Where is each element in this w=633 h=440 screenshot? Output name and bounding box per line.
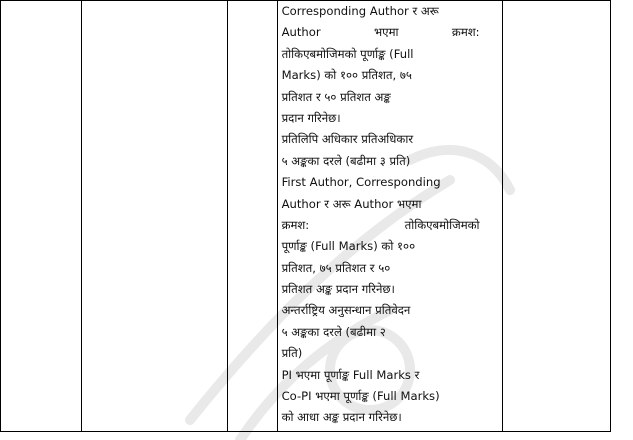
text-line-justified: Author भएमा क्रमश: (281, 25, 480, 40)
text-line: प्रतिशत अङ्क प्रदान गरिनेछ। (281, 282, 395, 297)
text-line: प्रतिशत र ५० प्रतिशत अङ्क (281, 89, 391, 104)
text-line: Author र अरू Author भएमा (281, 196, 422, 211)
table-cell-1 (1, 1, 82, 432)
table-cell-main (277, 1, 502, 432)
text-line: को आधा अङ्क प्रदान गरिनेछ। (281, 410, 402, 425)
bullet-item-copyright (282, 129, 480, 150)
table-cell-3 (228, 1, 277, 432)
text-line: अन्तर्राष्ट्रिय अनुसन्धान प्रतिवेदन (281, 303, 411, 318)
text-line: प्रदान गरिनेछ। (281, 110, 341, 125)
text-line: प्रति) (281, 346, 303, 361)
cell-text (282, 1, 480, 429)
text-line: ५ अङ्कका दरले (बढीमा ३ प्रति) (281, 153, 411, 168)
text-line: पूर्णाङ्क (Full Marks) को १०० (281, 239, 416, 254)
text-line: प्रतिशत, ७५ प्रतिशत र ५० (281, 260, 391, 275)
text-line: Corresponding Author र अरू (281, 4, 439, 18)
text-line: Marks) को १०० प्रतिशत, ७५ (281, 68, 412, 83)
text-line: PI भएमा पूर्णाङ्क Full Marks र (281, 367, 420, 382)
text-line: Co-PI भएमा पूर्णाङ्क (Full Marks) (281, 389, 440, 404)
text-line-justified: क्रमश: तोकिएबमोजिमको (281, 217, 480, 232)
text-line: तोकिएबमोजिमको पूर्णाङ्क (Full (281, 46, 414, 61)
table-cell-5 (502, 1, 610, 432)
text-line: ५ अङ्कका दरले (बढीमा २ (281, 324, 386, 339)
text-line: प्रतिलिपि अधिकार प्रतिअधिकार (281, 132, 414, 147)
table-cell-2 (81, 1, 227, 432)
text-line: First Author, Corresponding (281, 175, 441, 190)
bullet-item-research-report (282, 300, 480, 321)
